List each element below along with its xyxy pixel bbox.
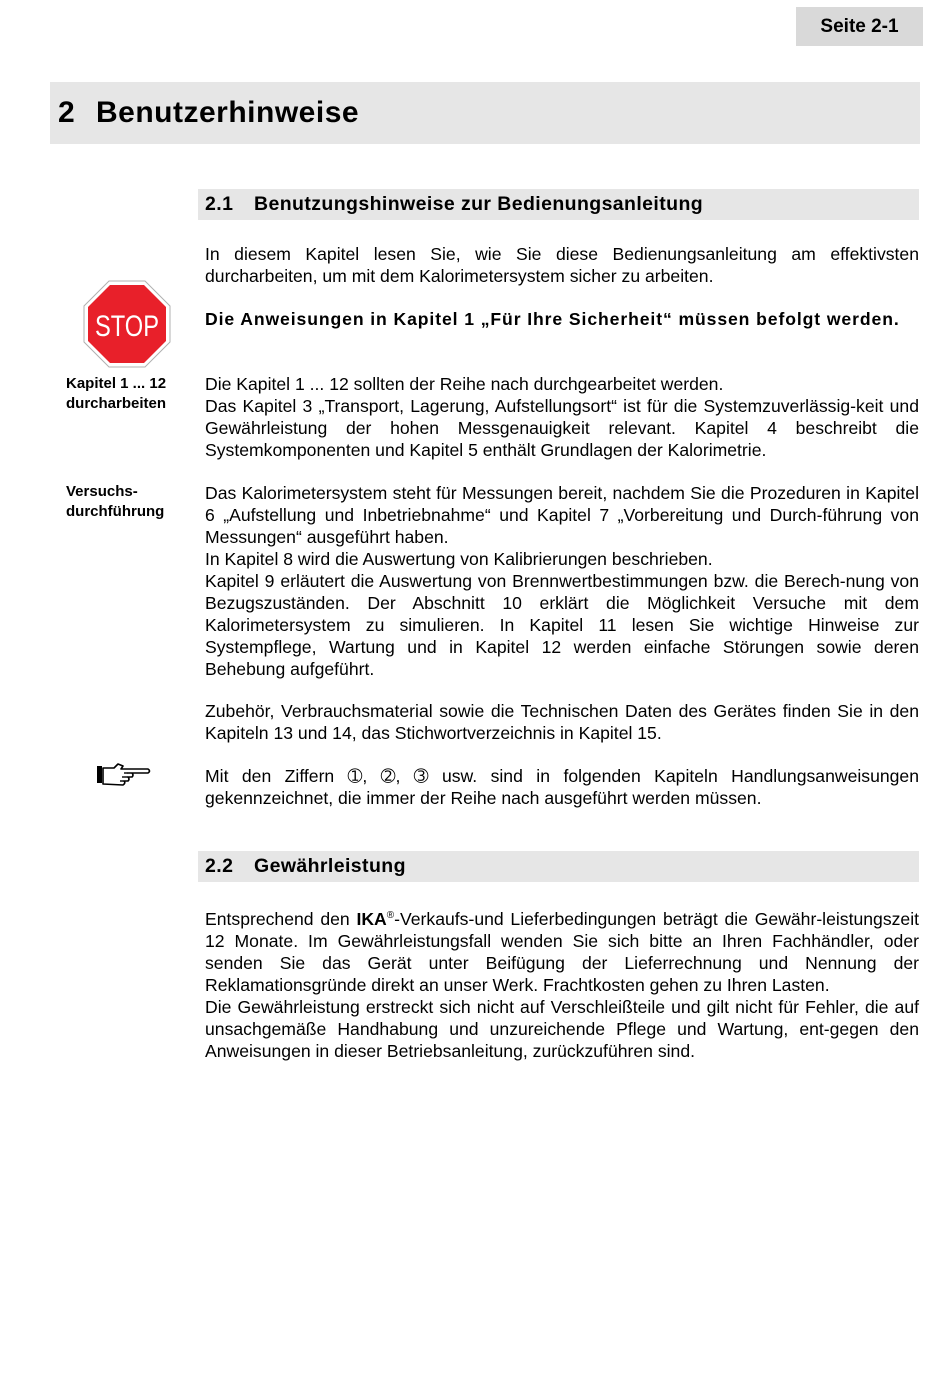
chapter-heading [50,82,920,144]
chapter-number: 2 [58,96,76,129]
margin-note-chapters: Kapitel 1 ... 12 durcharbeiten [66,375,167,412]
page-number: Seite 2-1 [796,7,923,46]
warranty-paragraph [205,905,919,1062]
section-heading-2-2 [198,851,919,882]
steps-paragraph [205,765,919,809]
experiment-line-1: Das Kalorimetersystem steht für Messungen bereit, nachdem Sie die Prozeduren in Kapitel 6 „Aufstellung und Inbetriebnahme“ und Kapitel 7 „Vorbereitung und Durch-führung von Messungen“ ausgeführt haben. [205,483,919,547]
registered-mark: ® [386,910,395,921]
section-title: Benutzungshinweise zur Bedienungsanleitung [254,193,704,215]
accessories-paragraph [205,700,919,744]
pointing-hand-icon [96,760,152,786]
intro-paragraph [205,243,919,287]
section-number: 2.2 [205,855,234,877]
experiment-line-3: Kapitel 9 erläutert die Auswertung von Brennwertbestimmungen bzw. die Berech-nung von Bezugszuständen. Der Abschnitt 10 erklärt die Möglichkeit Versuche mit dem Kalorimetersystem zu simulieren. In Kapitel 11 lesen Sie wichtige Hinweise zur Systempflege, Wartung und in Kapitel 12 werden einfache Störungen sowie deren Behebung aufgeführt. [205,571,919,679]
section-heading-2-1 [198,189,919,220]
chapter-title: Benutzerhinweise [96,96,360,129]
chapters-line-2: Das Kapitel 3 „Transport, Lagerung, Aufstellungsort“ ist für die Systemzuverlässig-keit und Gewährleistung der hohen Messgenauigkeit relevant. Kapitel 4 beschreibt die Systemkomponenten und Kapitel 5 enthält Grundlagen der Kalorimetrie. [205,396,919,460]
experiment-line-2: In Kapitel 8 wird die Auswertung von Kalibrierungen beschrieben. [205,549,713,569]
safety-warning-text: Die Anweisungen in Kapitel 1 „Für Ihre Sicherheit“ müssen befolgt werden. [205,309,900,329]
section-title: Gewährleistung [254,855,406,877]
steps-text: Mit den Ziffern ➀, ➁, ➂ usw. sind in folgenden Kapiteln Handlungsanweisungen gekennzeichnet, die immer der Reihe nach ausgeführt werden müssen. [205,766,919,808]
warranty-line-2: Die Gewährleistung erstreckt sich nicht auf Verschleißteile und gilt nicht für Fehler, die auf unsachgemäße Handhabung und unzureichende Pflege und Wartung, ent-gegen den Anweisungen in dieser Betriebsanleitung, zurückzuführen sind. [205,996,919,1061]
section-number: 2.1 [205,193,234,215]
accessories-text: Zubehör, Verbrauchsmaterial sowie die Technischen Daten des Gerätes finden Sie in den Kapiteln 13 und 14, das Stichwortverzeichnis in Kapitel 15. [205,701,919,743]
stop-sign-text: STOP [95,310,159,343]
chapters-line-1: Die Kapitel 1 ... 12 sollten der Reihe nach durchgearbeitet werden. [205,374,724,394]
warranty-line-1 [205,905,919,996]
ika-brand: IKA [356,908,387,929]
experiment-paragraph [205,482,919,680]
chapters-paragraph [205,373,919,461]
stop-sign-icon [83,280,171,368]
safety-warning [205,308,919,330]
intro-text: In diesem Kapitel lesen Sie, wie Sie diese Bedienungsanleitung am effektivsten durcharbeiten, um mit dem Kalorimetersystem sicher zu arbeiten. [205,244,919,286]
warranty-pre: Entsprechend den [205,908,357,929]
margin-note-experiment: Versuchs-durchführung [66,483,165,520]
warranty-post: -Verkaufs-und Lieferbedingungen beträgt die Gewähr-leistungszeit 12 Monate. Im Gewährleistungsfall wenden Sie sich bitte an Ihren Fachhändler, oder senden Sie das Gerät unter Beifügung der Lieferrechnung und Nennung der Reklamationsgründe direkt an unser Werk. Frachtkosten gehen zu Ihren Lasten. [205,908,920,995]
